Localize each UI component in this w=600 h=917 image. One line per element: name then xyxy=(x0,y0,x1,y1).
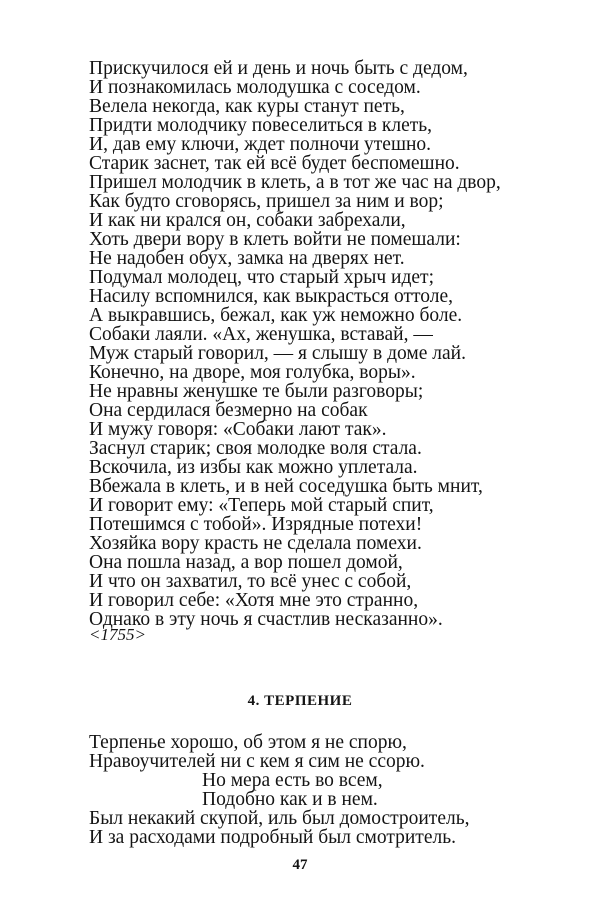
verse-line: Она пошла назад, а вор пошел домой, xyxy=(89,552,403,573)
verse-line: И мужу говоря: «Собаки лают так». xyxy=(89,419,387,440)
verse-line: Потешимся с тобой». Изрядные потехи! xyxy=(89,514,423,535)
verse-line: Был некакий скупой, иль был домостроитель, xyxy=(89,808,470,829)
verse-line: Как будто сговорясь, пришел за ним и вор; xyxy=(89,191,444,212)
verse-line: Вбежала в клеть, и в ней соседушка быть мнит, xyxy=(89,476,483,497)
verse-line-indented: Подобно как и в нем. xyxy=(202,789,378,810)
verse-line: И говорит ему: «Теперь мой старый спит, xyxy=(89,495,434,516)
page-number: 47 xyxy=(292,857,308,873)
verse-line: Не нравны женушке те были разговоры; xyxy=(89,381,424,402)
verse-line: Терпенье хорошо, об этом я не спорю, xyxy=(89,732,407,753)
verse-line: Вскочила, из избы как можно уплетала. xyxy=(89,457,418,478)
verse-line: Пришел молодчик в клеть, а в тот же час на двор, xyxy=(89,172,501,193)
poem-stanza xyxy=(89,733,569,847)
poem-date: <1755> xyxy=(89,625,146,644)
poem-title: 4. ТЕРПЕНИЕ xyxy=(247,693,353,709)
verse-line: Нравоучителей ни с кем я сим не ссорю. xyxy=(89,751,425,772)
verse-line: Подумал молодец, что старый хрыч идет; xyxy=(89,267,435,288)
verse-line: Насилу вспомнился, как выкрасться оттоле, xyxy=(89,286,454,307)
verse-line: Придти молодчику повеселиться в клеть, xyxy=(89,115,433,136)
verse-line: Велела некогда, как куры станут петь, xyxy=(89,96,405,117)
verse-line: Конечно, на дворе, моя голубка, воры». xyxy=(89,362,416,383)
verse-line: И говорил себе: «Хотя мне это странно, xyxy=(89,590,419,611)
verse-line: Собаки лаяли. «Ах, женушка, вставай, — xyxy=(89,324,433,345)
verse-line: И как ни крался он, собаки забрехали, xyxy=(89,210,406,231)
verse-line: Муж старый говорил, — я слышу в доме лай. xyxy=(89,343,466,364)
verse-line: Однако в эту ночь я счастлив несказанно». xyxy=(89,609,443,630)
verse-line: И, дав ему ключи, ждет полночи утешно. xyxy=(89,134,432,155)
verse-line: И познакомилась молодушка с соседом. xyxy=(89,77,421,98)
verse-line: И что он захватил, то всё унес с собой, xyxy=(89,571,412,592)
verse-line: Прискучилося ей и день и ночь быть с дедом, xyxy=(89,58,468,79)
verse-line: Хоть двери вору в клеть войти не помешали: xyxy=(89,229,461,250)
verse-line: Старик заснет, так ей всё будет беспомешно. xyxy=(89,153,460,174)
verse-line: А выкравшись, бежал, как уж неможно боле. xyxy=(89,305,463,326)
verse-line-indented: Но мера есть во всем, xyxy=(202,770,383,791)
verse-line: Она сердилася безмерно на собак xyxy=(89,400,368,421)
verse-line: Хозяйка вору красть не сделала помехи. xyxy=(89,533,422,554)
verse-line: Не надобен обух, замка на дверях нет. xyxy=(89,248,405,269)
verse-line: Заснул старик; своя молодке воля стала. xyxy=(89,438,422,459)
poem-stanza xyxy=(89,59,569,629)
verse-line: И за расходами подробный был смотритель. xyxy=(89,827,456,848)
